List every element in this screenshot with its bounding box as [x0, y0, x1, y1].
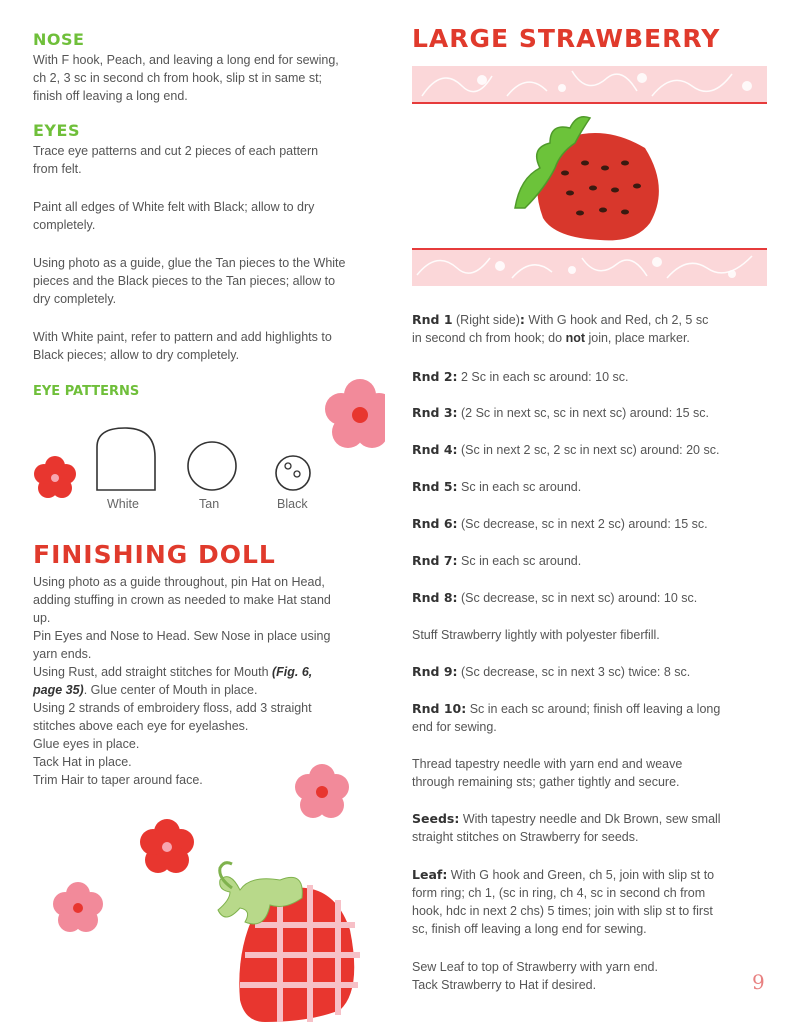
text-line: ch 2, 3 sc in second ch from hook, slip st in same st;	[33, 71, 323, 85]
text-span: in second ch from hook; do	[412, 331, 566, 345]
text-line: Stuff Strawberry lightly with polyester fiberfill.	[412, 628, 660, 642]
thread-instruction	[412, 755, 767, 791]
text-span: Sc in each sc around.	[457, 480, 582, 494]
text-line: yarn ends.	[33, 647, 92, 661]
page-number: 9	[752, 970, 765, 994]
left-column	[33, 30, 383, 399]
tan-label: Tan	[199, 497, 220, 511]
step-label: Seeds:	[412, 811, 460, 826]
figure-reference: (Fig. 6,	[272, 665, 313, 679]
pink-flower-icon	[295, 764, 349, 818]
decorative-band-top	[412, 66, 767, 102]
text-line: Using photo as a guide throughout, pin Hat on Head,	[33, 575, 325, 589]
round-3	[412, 404, 767, 422]
pink-flower-icon	[325, 379, 385, 448]
eyes-heading: EYES	[33, 121, 80, 140]
text-span: join, place marker.	[585, 331, 690, 345]
text-span: (Sc decrease, sc in next 2 sc) around: 15 sc.	[457, 517, 708, 531]
round-label: Rnd 8:	[412, 590, 458, 605]
round-1	[412, 311, 767, 347]
page-reference: page 35)	[33, 683, 84, 697]
divider-line	[412, 102, 767, 104]
round-label: Rnd 1	[412, 312, 453, 327]
text-line: dry completely.	[33, 292, 117, 306]
round-label: Rnd 3:	[412, 405, 458, 420]
crocheted-strawberry-photo	[505, 108, 665, 248]
rust-mouth-line-2	[33, 681, 388, 699]
text-line: Using 2 strands of embroidery floss, add 3 straight	[33, 701, 312, 715]
text-line: Tack Hat in place.	[33, 755, 132, 769]
text-line	[412, 329, 767, 347]
text-span: . Glue center of Mouth in place.	[83, 683, 258, 697]
tan-eye-shape	[188, 442, 236, 490]
text-line: With F hook, Peach, and leaving a long end for sewing,	[33, 53, 339, 67]
round-label: Rnd 7:	[412, 553, 458, 568]
leaf-instruction	[412, 866, 767, 938]
text-line: stitches above each eye for eyelashes.	[33, 719, 249, 733]
finishing-doll-heading: FINISHING DOLL	[33, 540, 276, 569]
text-line: Glue eyes in place.	[33, 737, 140, 751]
sew-instruction	[412, 958, 767, 994]
decorative-strawberry-illustration	[40, 760, 400, 1025]
round-5	[412, 478, 767, 496]
nose-instructions	[33, 51, 383, 105]
text-span: (Sc decrease, sc in next sc) around: 10 sc.	[457, 591, 698, 605]
text-line: end for sewing.	[412, 720, 497, 734]
stuff-instruction	[412, 626, 767, 644]
nose-heading: NOSE	[33, 30, 85, 49]
round-9	[412, 663, 767, 681]
text-span: (Sc decrease, sc in next 3 sc) twice: 8 sc.	[457, 665, 691, 679]
text-line: Sew Leaf to top of Strawberry with yarn end.	[412, 960, 658, 974]
round-4	[412, 441, 767, 459]
round-10	[412, 700, 767, 736]
text-line: adding stuffing in crown as needed to make Hat stand	[33, 593, 331, 607]
red-flower-icon	[140, 819, 194, 873]
finishing-doll-section	[33, 540, 388, 789]
text-line: straight stitches on Strawberry for seeds.	[412, 830, 639, 844]
text-line	[412, 311, 767, 329]
round-7	[412, 552, 767, 570]
text-span: (2 Sc in next sc, sc in next sc) around: 15 sc.	[457, 406, 710, 420]
white-label: White	[107, 497, 139, 511]
eye-patterns-heading: EYE PATTERNS	[33, 384, 140, 399]
round-label: Rnd 4:	[412, 442, 458, 457]
text-line: completely.	[33, 218, 96, 232]
rust-mouth-line	[33, 663, 388, 681]
round-label: Rnd 2:	[412, 369, 458, 384]
text-line: With White paint, refer to pattern and add highlights to	[33, 330, 332, 344]
text-line: form ring; ch 1, (sc in ring, ch 4, sc in second ch from	[412, 886, 706, 900]
eyes-instructions	[33, 142, 383, 364]
text-line: Pin Eyes and Nose to Head. Sew Nose in place using	[33, 629, 331, 643]
round-8	[412, 589, 767, 607]
strawberry-icon	[218, 863, 360, 1022]
text-line: sc, finish off leaving a long end for sewing.	[412, 922, 647, 936]
text-span: (Right side)	[452, 313, 520, 327]
text-line: up.	[33, 611, 51, 625]
round-label: :	[519, 312, 525, 327]
round-label: Rnd 10:	[412, 701, 467, 716]
text-line: from felt.	[33, 162, 82, 176]
text-span: Sc in each sc around.	[457, 554, 582, 568]
text-span: Using Rust, add straight stitches for Mouth	[33, 665, 272, 679]
round-6	[412, 515, 767, 533]
pink-flower-icon	[53, 882, 103, 932]
text-line: Paint all edges of White felt with Black; allow to dry	[33, 200, 315, 214]
round-label: Rnd 6:	[412, 516, 458, 531]
text-line: hook, hdc in next 2 chs) 5 times; join with slip st to first	[412, 904, 713, 918]
round-2	[412, 368, 767, 386]
eye-patterns-figure	[25, 372, 385, 502]
decorative-band-bottom	[412, 250, 767, 286]
text-line: Tack Strawberry to Hat if desired.	[412, 978, 597, 992]
text-line: Thread tapestry needle with yarn end and weave	[412, 757, 683, 771]
text-line: through remaining sts; gather tightly and secure.	[412, 775, 680, 789]
white-eye-shape	[97, 428, 155, 490]
text-span: With G hook and Red, ch 2, 5 sc	[524, 313, 709, 327]
black-label: Black	[277, 497, 308, 511]
emphasis: not	[565, 331, 585, 345]
text-span: (Sc in next 2 sc, 2 sc in next sc) around: 20 sc.	[457, 443, 720, 457]
text-line: finish off leaving a long end.	[33, 89, 188, 103]
round-label: Rnd 9:	[412, 664, 458, 679]
text-line: Trace eye patterns and cut 2 pieces of each pattern	[33, 144, 319, 158]
text-span: Sc in each sc around; finish off leaving a long	[466, 702, 721, 716]
text-line: Trim Hair to taper around face.	[33, 773, 203, 787]
text-line: pieces and the Black pieces to the Tan pieces; allow to	[33, 274, 336, 288]
text-span: With G hook and Green, ch 5, join with slip st to	[447, 868, 715, 882]
text-span: With tapestry needle and Dk Brown, sew small	[459, 812, 721, 826]
step-label: Leaf:	[412, 867, 448, 882]
text-line: Black pieces; allow to dry completely.	[33, 348, 240, 362]
text-span: 2 Sc in each sc around: 10 sc.	[457, 370, 629, 384]
red-flower-icon	[34, 456, 76, 498]
seeds-instruction	[412, 810, 767, 846]
large-strawberry-title: LARGE STRAWBERRY	[412, 24, 721, 53]
text-line: Using photo as a guide, glue the Tan pieces to the White	[33, 256, 346, 270]
round-label: Rnd 5:	[412, 479, 458, 494]
black-eye-shape	[276, 456, 310, 490]
